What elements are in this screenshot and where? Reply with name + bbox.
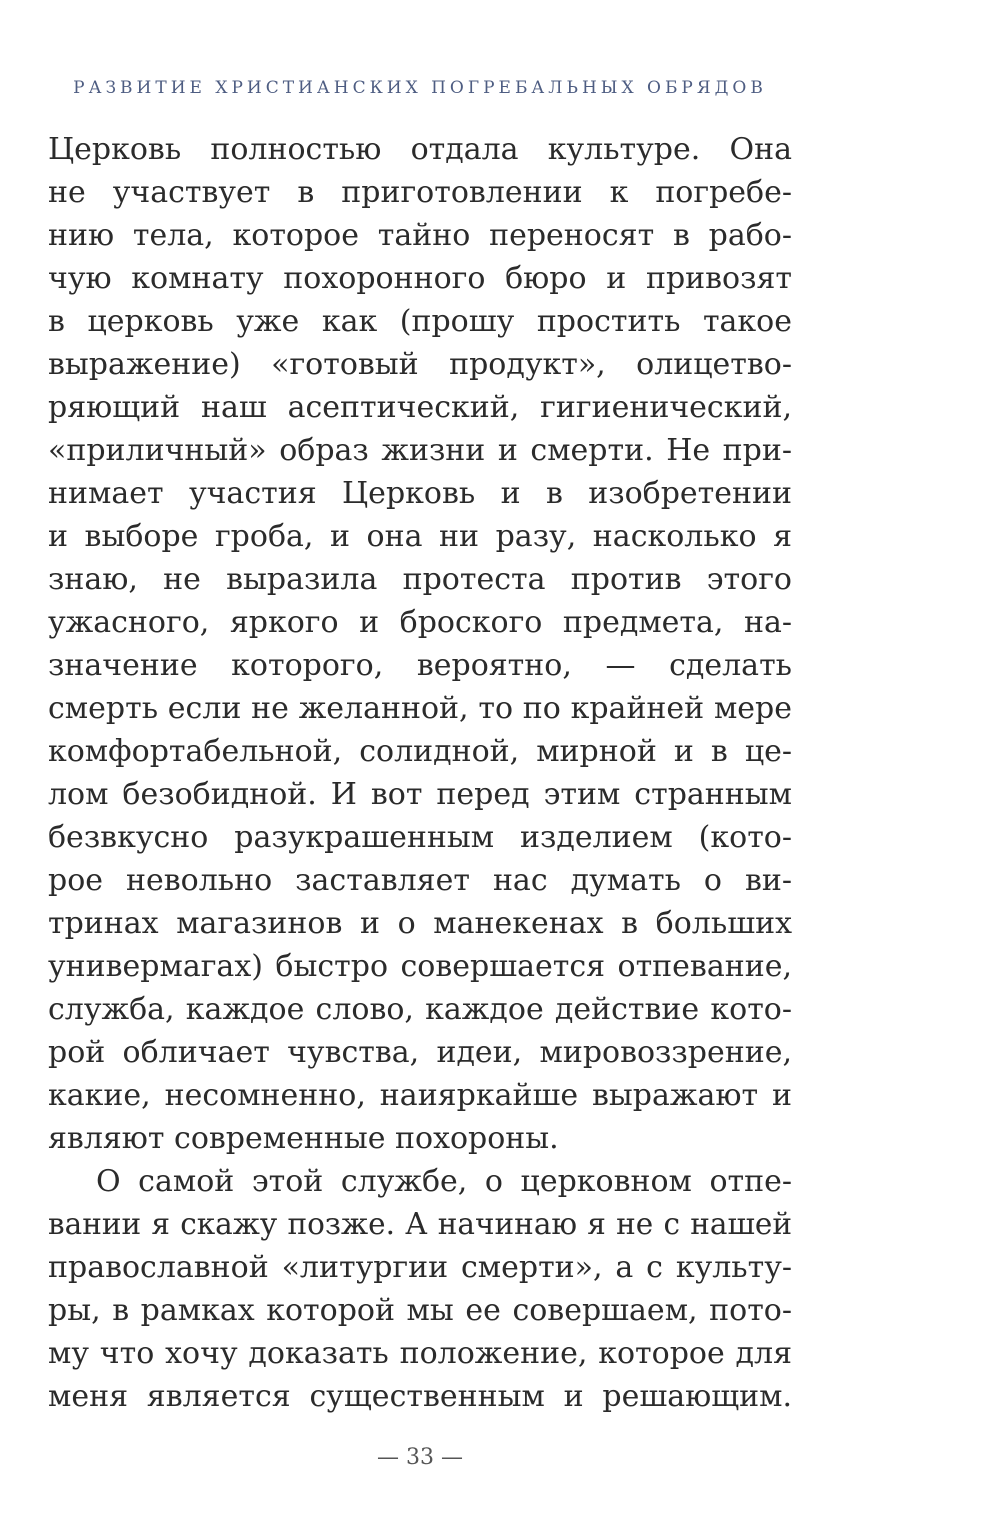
text-line: ужасного, яркого и броского предмета, на- [48,605,792,640]
text-line: знаю, не выразила протеста против этого [48,562,792,597]
text-line: православной «литургии смерти», а с культу- [48,1250,792,1285]
text-line: и выборе гроба, и она ни разу, насколько я [48,519,792,554]
text-line: ряющий наш асептический, гигиенический, [48,390,792,425]
text-line: лом безобидной. И вот перед этим странным [48,777,792,812]
text-line: какие, несомненно, наияркайше выражают и [48,1078,792,1113]
text-line: рое невольно заставляет нас думать о ви- [48,863,792,898]
running-head: РАЗВИТИЕ ХРИСТИАНСКИХ ПОГРЕБАЛЬНЫХ ОБРЯДОВ [73,78,767,98]
text-line: «приличный» образ жизни и смерти. Не при- [48,433,792,468]
text-line: Церковь полностью отдала культуре. Она [48,132,792,167]
text-line: служба, каждое слово, каждое действие кото- [48,992,792,1027]
text-line: в церковь уже как (прошу простить такое [48,304,792,339]
page-number: — 33 — [377,1445,463,1470]
text-line: не участвует в приготовлении к погребе- [48,175,792,210]
text-line: нимает участия Церковь и в изобретении [48,476,792,511]
text-line: вании я скажу позже. А начинаю я не с нашей [48,1207,792,1241]
text-line: значение которого, вероятно, — сделать [48,648,792,683]
text-line: комфортабельной, солидной, мирной и в це- [48,734,792,769]
text-line: нию тела, которое тайно переносят в рабо- [48,218,792,253]
text-line: универмагах) быстро совершается отпевание, [48,949,792,984]
text-line: меня является существенным и решающим. [48,1379,792,1414]
text-line: му что хочу доказать положение, которое для [48,1336,792,1371]
text-line-last: являют современные похороны. [48,1121,559,1156]
body-text [48,128,792,1418]
text-line: ры, в рамках которой мы ее совершаем, пото- [48,1293,792,1328]
paragraph-1 [48,128,792,1160]
text-line-indented: О самой этой службе, о церковном отпе- [96,1164,792,1199]
text-line: выражение) «готовый продукт», олицетво- [48,347,792,382]
text-line: безвкусно разукрашенным изделием (кото- [48,820,792,855]
text-line: смерть если не желанной, то по крайней мере [48,691,792,726]
text-line: чую комнату похоронного бюро и привозят [48,261,792,296]
text-line: тринах магазинов и о манекенах в больших [48,906,792,941]
text-line: рой обличает чувства, идеи, мировоззрение, [48,1035,792,1070]
paragraph-2 [48,1160,792,1418]
